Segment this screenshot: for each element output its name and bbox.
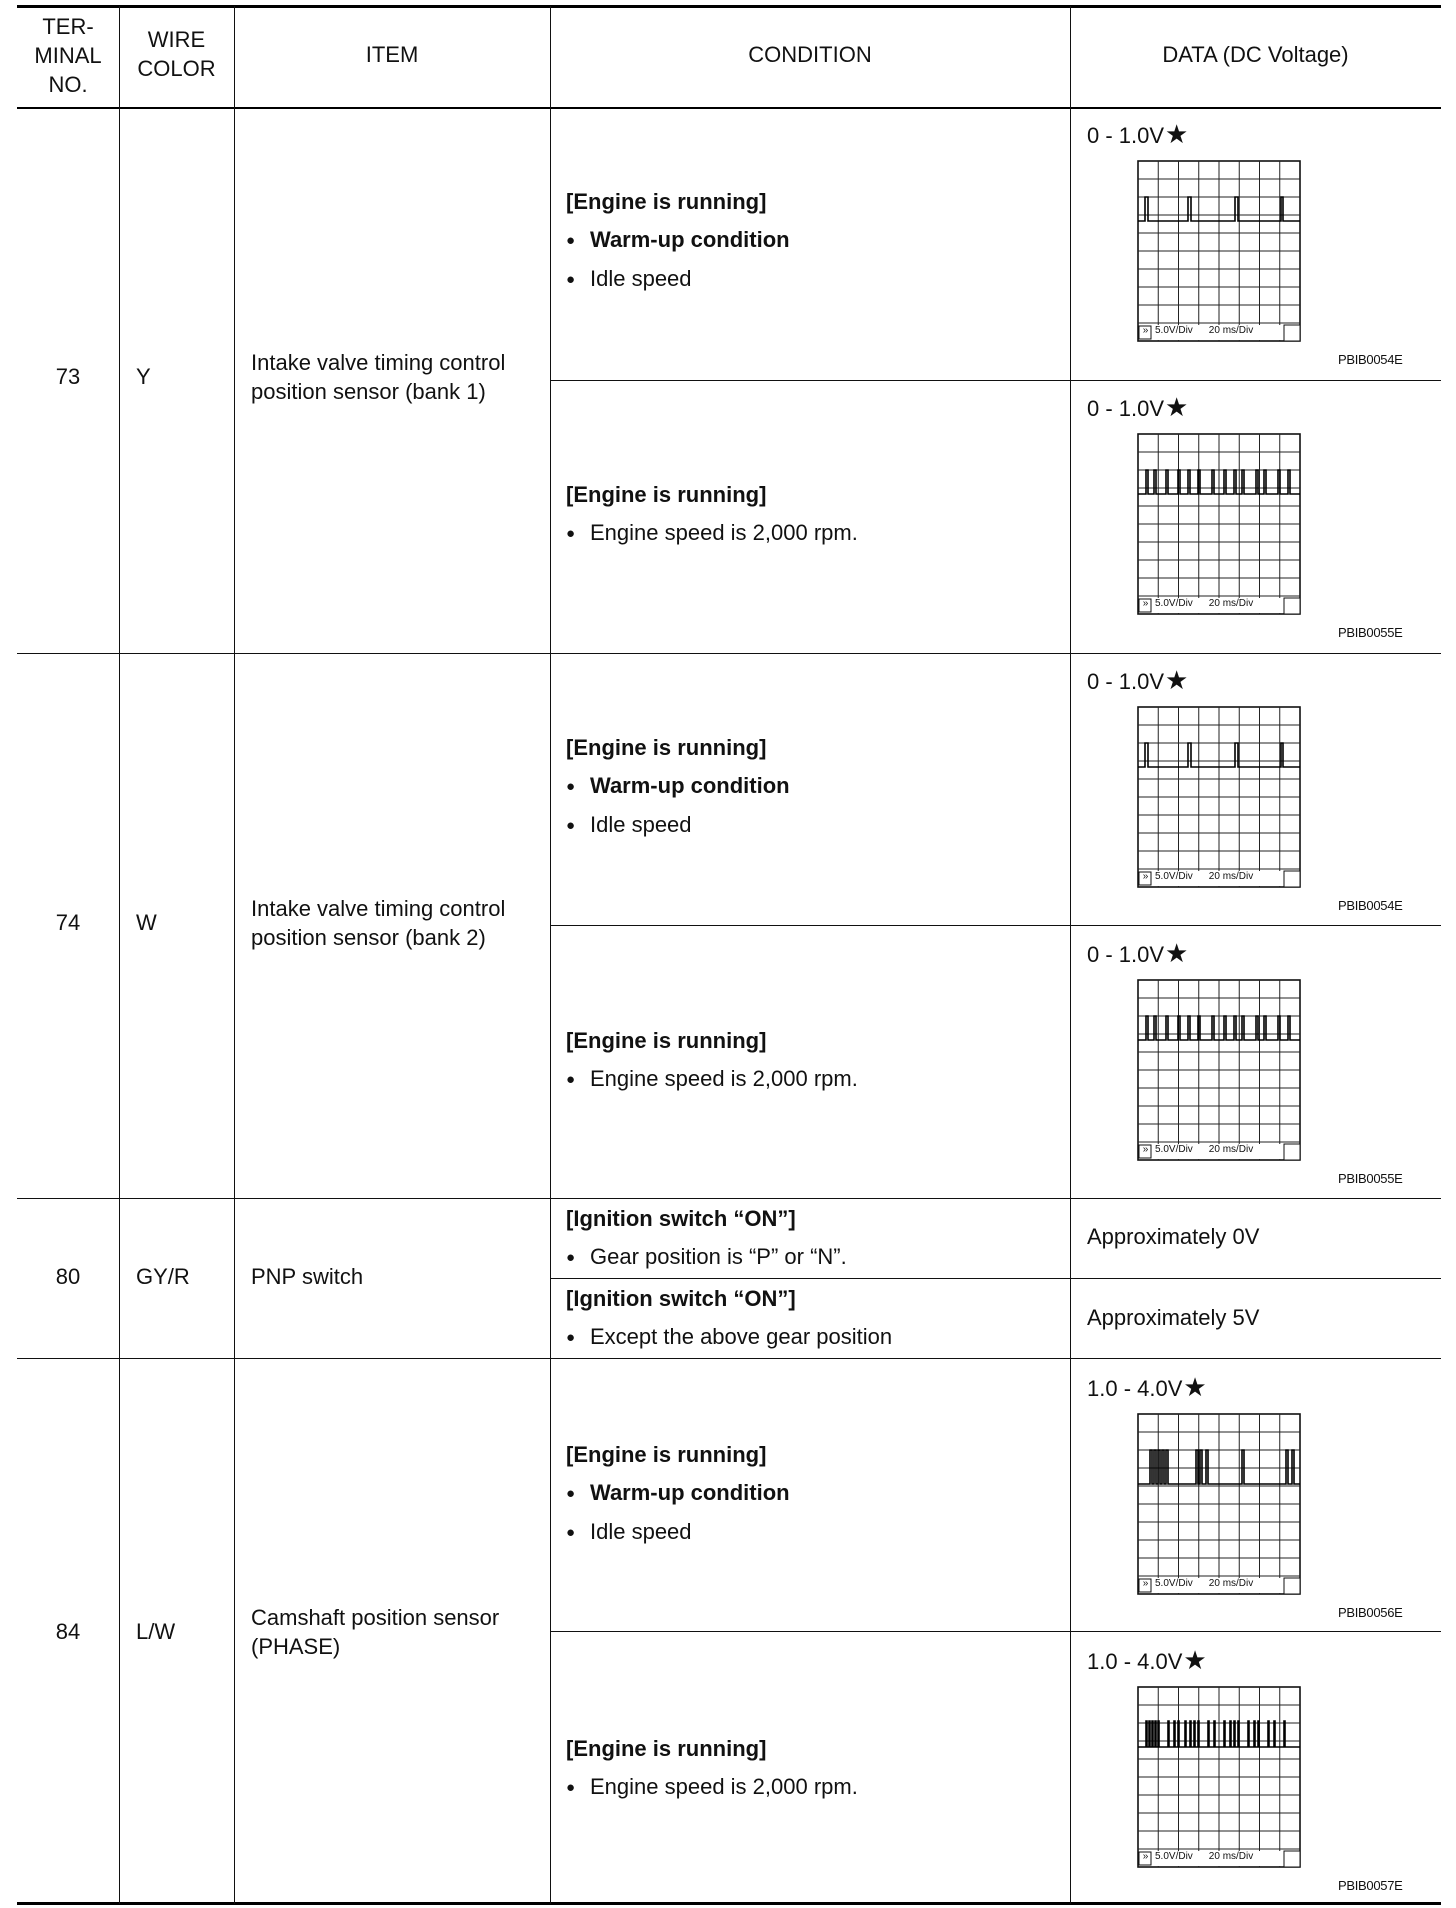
item-name: Intake valve timing control position sensor (bank 2) [251, 896, 506, 950]
column-divider [550, 6, 551, 1904]
scope-scale-label [1139, 1578, 1253, 1590]
scope-time-div: 20 ms/Div [1208, 1144, 1254, 1155]
condition-text: [Engine is running] ● Engine speed is 2,000 rpm. [566, 1022, 858, 1099]
voltage-value: 0 - 1.0V★ [1087, 392, 1189, 422]
figure-id: PBIB0055E [1338, 1171, 1403, 1186]
figure-id: PBIB0055E [1338, 625, 1403, 640]
terminal-number: 84 [55, 1619, 81, 1644]
condition-text: [Ignition switch “ON”] ● Except the above gear position [566, 1280, 892, 1357]
oscilloscope-waveform [1136, 1412, 1302, 1594]
row-divider [17, 653, 1441, 654]
item-name: PNP switch [251, 1264, 364, 1289]
oscilloscope-waveform [1136, 978, 1302, 1160]
scope-volt-div: 5.0V/Div [1155, 598, 1193, 609]
condition-text: [Engine is running] ● Warm-up condition ● Idle speed [566, 183, 790, 299]
row-divider [550, 925, 1441, 926]
scope-arrow-icon: » [1142, 1851, 1149, 1862]
condition-text: [Engine is running] ● Engine speed is 2,000 rpm. [566, 1730, 858, 1807]
condition-text: [Engine is running] ● Warm-up condition ● Idle speed [566, 1436, 790, 1552]
scope-volt-div: 5.0V/Div [1155, 871, 1193, 882]
scope-arrow-icon: » [1142, 325, 1149, 336]
scope-scale-label [1139, 325, 1253, 337]
row-divider [550, 1631, 1441, 1632]
scope-arrow-icon: » [1142, 598, 1149, 609]
header-wire-color: WIRE COLOR [137, 27, 216, 81]
column-divider [234, 6, 235, 1904]
scope-time-div: 20 ms/Div [1208, 1578, 1254, 1589]
voltage-value: Approximately 5V [1087, 1305, 1260, 1330]
voltage-value: 0 - 1.0V★ [1087, 938, 1189, 968]
scope-volt-div: 5.0V/Div [1155, 325, 1193, 336]
item-name: Camshaft position sensor (PHASE) [251, 1605, 500, 1659]
item-name: Intake valve timing control position sensor (bank 1) [251, 350, 506, 404]
voltage-value: 1.0 - 4.0V★ [1087, 1372, 1207, 1402]
voltage-value: 0 - 1.0V★ [1087, 665, 1189, 695]
row-divider [550, 380, 1441, 381]
terminal-number: 80 [55, 1264, 81, 1289]
figure-id: PBIB0054E [1338, 898, 1403, 913]
figure-id: PBIB0057E [1338, 1878, 1403, 1893]
scope-arrow-icon: » [1142, 1578, 1149, 1589]
scope-scale-label [1139, 1851, 1253, 1863]
voltage-value: 0 - 1.0V★ [1087, 119, 1189, 149]
voltage-value: Approximately 0V [1087, 1224, 1260, 1249]
oscilloscope-waveform [1136, 432, 1302, 614]
header-bottom-border [17, 107, 1441, 109]
oscilloscope-waveform [1136, 705, 1302, 887]
table-top-border [17, 5, 1441, 8]
condition-text: [Engine is running] ● Engine speed is 2,000 rpm. [566, 476, 858, 553]
figure-id: PBIB0056E [1338, 1605, 1403, 1620]
table-bottom-border [17, 1902, 1441, 1905]
scope-arrow-icon: » [1142, 871, 1149, 882]
scope-arrow-icon: » [1142, 1144, 1149, 1155]
header-data: DATA (DC Voltage) [1162, 42, 1349, 67]
row-divider [17, 1358, 1441, 1359]
scope-time-div: 20 ms/Div [1208, 1851, 1254, 1862]
scope-time-div: 20 ms/Div [1208, 598, 1254, 609]
scope-volt-div: 5.0V/Div [1155, 1851, 1193, 1862]
wire-color: L/W [136, 1619, 176, 1644]
scope-time-div: 20 ms/Div [1208, 871, 1254, 882]
header-terminal-no: TER- MINAL NO. [34, 14, 102, 97]
column-divider [1070, 6, 1071, 1904]
header-item: ITEM [365, 42, 419, 67]
scope-scale-label [1139, 598, 1253, 610]
figure-id: PBIB0054E [1338, 352, 1403, 367]
row-divider [17, 1198, 1441, 1199]
header-condition: CONDITION [748, 42, 872, 67]
oscilloscope-waveform [1136, 159, 1302, 341]
wire-color: GY/R [136, 1264, 190, 1289]
wire-color: Y [136, 364, 151, 389]
scope-volt-div: 5.0V/Div [1155, 1578, 1193, 1589]
terminal-number: 73 [55, 364, 81, 389]
row-divider [550, 1278, 1441, 1279]
column-divider [119, 6, 120, 1904]
scope-volt-div: 5.0V/Div [1155, 1144, 1193, 1155]
scope-scale-label [1139, 1144, 1253, 1156]
wire-color: W [136, 910, 157, 935]
oscilloscope-waveform [1136, 1685, 1302, 1867]
scope-scale-label [1139, 871, 1253, 883]
terminal-number: 74 [55, 910, 81, 935]
voltage-value: 1.0 - 4.0V★ [1087, 1645, 1207, 1675]
scope-time-div: 20 ms/Div [1208, 325, 1254, 336]
condition-text: [Engine is running] ● Warm-up condition ● Idle speed [566, 729, 790, 845]
condition-text: [Ignition switch “ON”] ● Gear position is “P” or “N”. [566, 1200, 847, 1277]
